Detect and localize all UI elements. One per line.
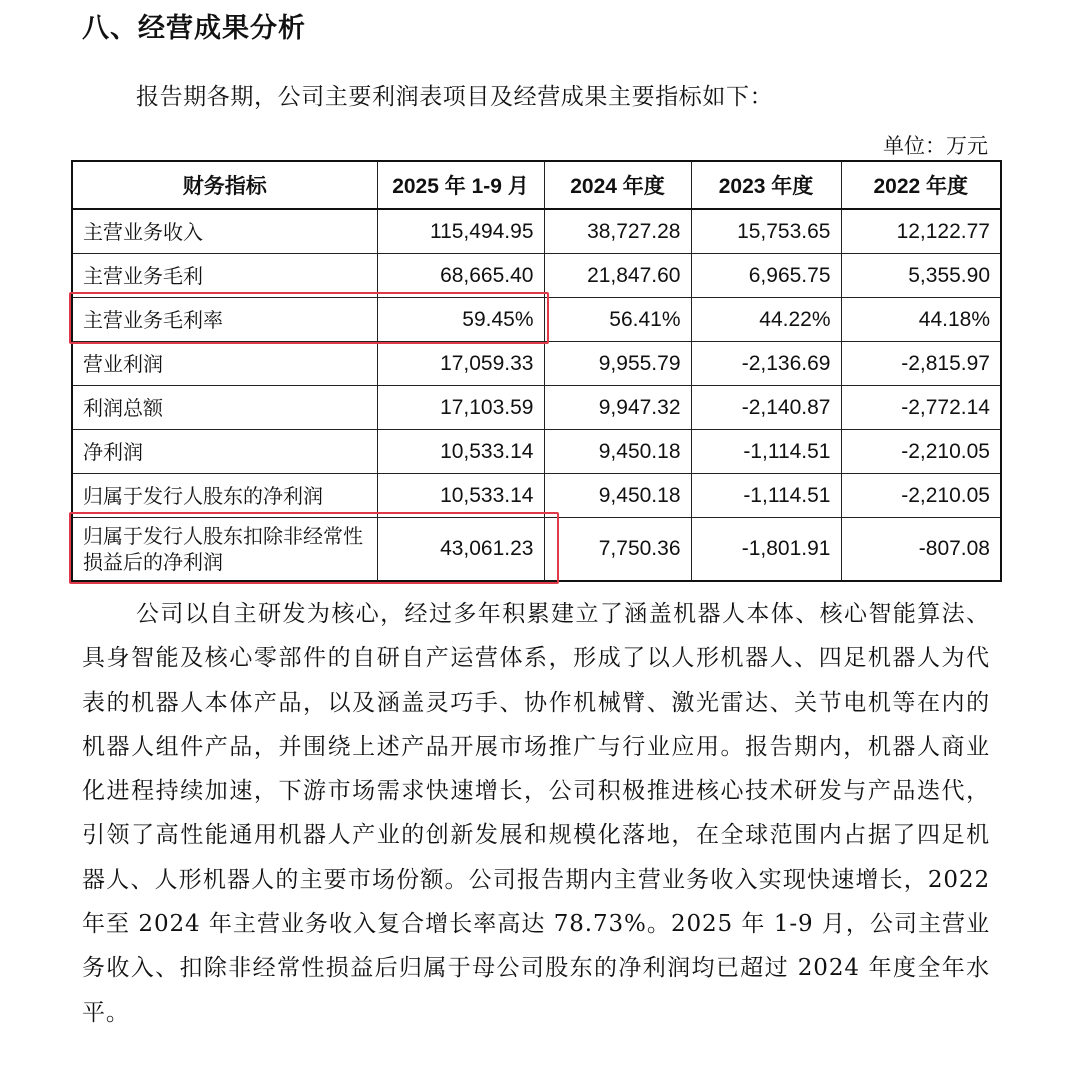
row-label: 净利润: [72, 430, 377, 474]
table-cell: -2,136.69: [691, 342, 841, 386]
table-row: [72, 518, 1001, 582]
unit-label: 单位：万元: [883, 134, 988, 158]
header-cell: 2025 年 1-9 月: [377, 161, 544, 209]
table-row: [72, 342, 1001, 386]
table-cell: -1,114.51: [691, 430, 841, 474]
table-cell: 17,059.33: [377, 342, 544, 386]
table-cell: -2,140.87: [691, 386, 841, 430]
table-cell: -1,114.51: [691, 474, 841, 518]
row-label: 主营业务毛利率: [72, 298, 377, 342]
table-cell: 5,355.90: [841, 254, 1001, 298]
table-cell: 43,061.23: [377, 518, 544, 582]
table-cell: -807.08: [841, 518, 1001, 582]
row-label: 归属于发行人股东的净利润: [72, 474, 377, 518]
table-header-row: [72, 161, 1001, 209]
paragraph-text: 公司以自主研发为核心，经过多年积累建立了涵盖机器人本体、核心智能算法、具身智能及核心零部件的自研自产运营体系，形成了以人形机器人、四足机器人为代表的机器人本体产品，以及涵盖灵巧手、协作机械臂、激光雷达、关节电机等在内的机器人组件产品，并围绕上述产品开展市场推广与行业应用。报告期内，机器人商业化进程持续加速，下游市场需求快速增长，公司积极推进核心技术研发与产品迭代，引领了高性能通用机器人产业的创新发展和规模化落地，在全球范围内占据了四足机器人、人形机器人的主要市场份额。公司报告期内主营业务收入实现快速增长，2022 年至 2024 年主营业务收入复合增长率高达 78.73%。2025 年 1-9 月，公司主营业务收入、扣除非经常性损益后归属于母公司股东的净利润均已超过 2024 年度全年水平。: [82, 601, 990, 1026]
table-cell: -2,210.05: [841, 474, 1001, 518]
table-cell: 9,955.79: [544, 342, 691, 386]
table-cell: 68,665.40: [377, 254, 544, 298]
header-cell: 2024 年度: [544, 161, 691, 209]
table-row: [72, 254, 1001, 298]
table-cell: 44.18%: [841, 298, 1001, 342]
table-cell: 7,750.36: [544, 518, 691, 582]
table-cell: 9,450.18: [544, 474, 691, 518]
header-cell: 2022 年度: [841, 161, 1001, 209]
table-cell: -2,815.97: [841, 342, 1001, 386]
table-row: [72, 209, 1001, 254]
analysis-paragraph: [82, 592, 990, 1035]
table-cell: 10,533.14: [377, 430, 544, 474]
table-cell: -1,801.91: [691, 518, 841, 582]
table-cell: 44.22%: [691, 298, 841, 342]
table-cell: 9,947.32: [544, 386, 691, 430]
table-cell: 15,753.65: [691, 209, 841, 254]
header-cell: 财务指标: [72, 161, 377, 209]
table-cell: -2,210.05: [841, 430, 1001, 474]
table-cell: 56.41%: [544, 298, 691, 342]
row-label: 利润总额: [72, 386, 377, 430]
table-cell: 9,450.18: [544, 430, 691, 474]
financial-table: [71, 160, 1002, 582]
table-cell: 17,103.59: [377, 386, 544, 430]
section-heading: 八、经营成果分析: [82, 13, 306, 44]
table-row: [72, 474, 1001, 518]
intro-text: 报告期各期，公司主要利润表项目及经营成果主要指标如下：: [136, 84, 774, 110]
table-cell: 10,533.14: [377, 474, 544, 518]
table-row: [72, 298, 1001, 342]
row-label: 归属于发行人股东扣除非经常性损益后的净利润: [72, 518, 377, 582]
table-cell: 21,847.60: [544, 254, 691, 298]
table-cell: 59.45%: [377, 298, 544, 342]
table-cell: 6,965.75: [691, 254, 841, 298]
table-cell: 38,727.28: [544, 209, 691, 254]
row-label: 营业利润: [72, 342, 377, 386]
table-row: [72, 386, 1001, 430]
table-cell: -2,772.14: [841, 386, 1001, 430]
table-row: [72, 430, 1001, 474]
row-label: 主营业务毛利: [72, 254, 377, 298]
table-cell: 12,122.77: [841, 209, 1001, 254]
table-cell: 115,494.95: [377, 209, 544, 254]
header-cell: 2023 年度: [691, 161, 841, 209]
row-label: 主营业务收入: [72, 209, 377, 254]
